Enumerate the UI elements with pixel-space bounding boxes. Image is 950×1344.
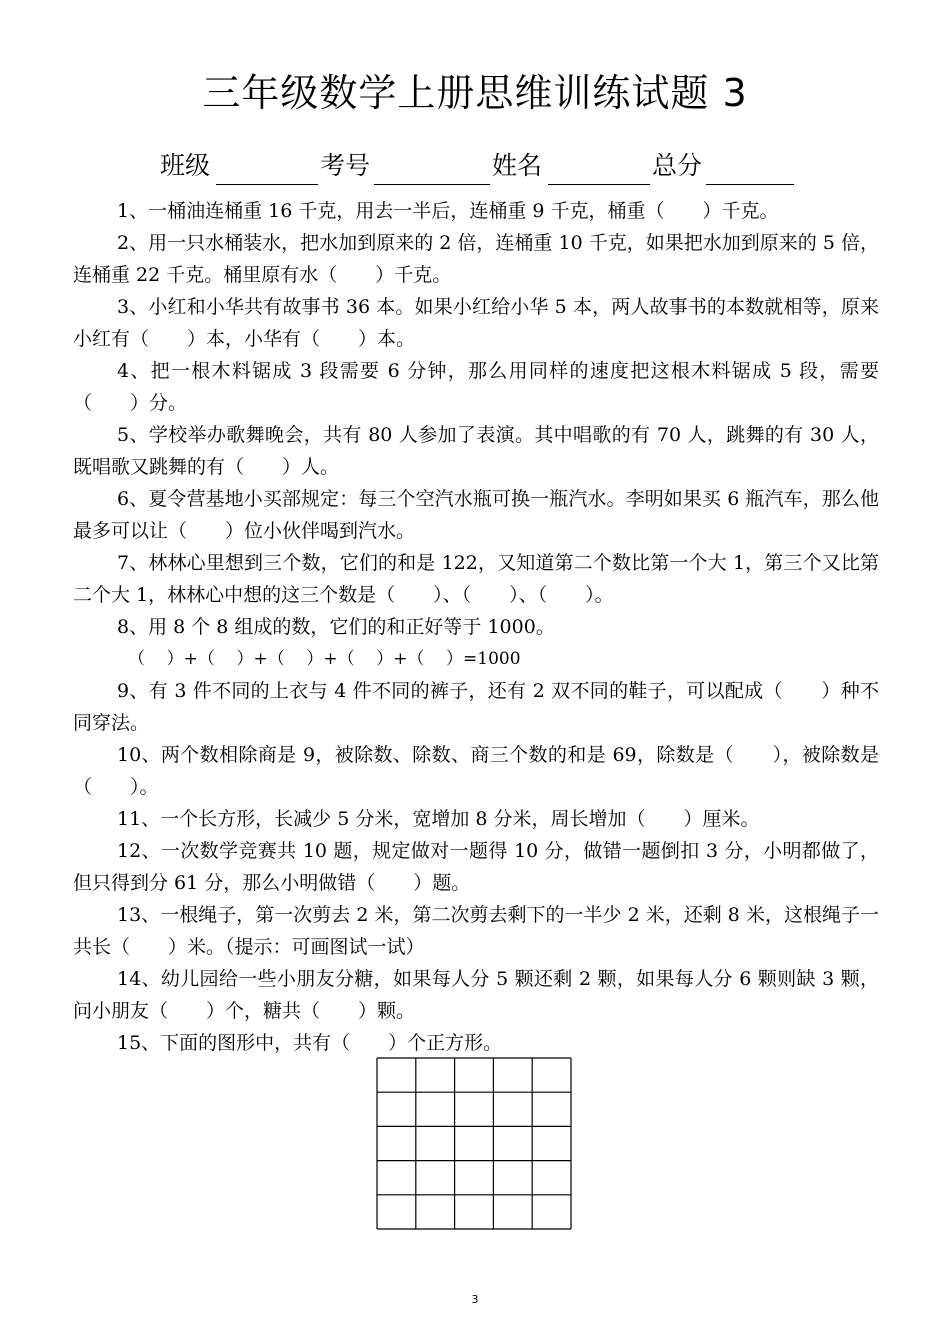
total-blank	[706, 184, 794, 185]
exam-no-label: 考号	[320, 151, 371, 180]
question-14: 14、幼儿园给一些小朋友分糖，如果每人分 5 颗还剩 2 颗，如果每人分 6 颗则缺 3 颗，问小朋友（ ）个，糖共（ ）颗。	[73, 968, 879, 1022]
question-7: 7、林林心里想到三个数，它们的和是 122，又知道第二个数比第一个大 1，第三个又比第二个大 1，林林心中想的这三个数是（ ）、（ ）、（ ）。	[73, 552, 879, 606]
question-13: 13、一根绳子，第一次剪去 2 米，第二次剪去剩下的一半少 2 米，还剩 8 米，这根绳子一共长（ ）米。（提示：可画图试一试）	[73, 904, 879, 958]
question-1: 1、一桶油连桶重 16 千克，用去一半后，连桶重 9 千克，桶重（ ）千克。	[117, 200, 779, 222]
page-title: 三年级数学上册思维训练试题 3	[202, 71, 748, 115]
question-6: 6、夏令营基地小买部规定：每三个空汽水瓶可换一瓶汽水。李明如果买 6 瓶汽车，那么他最多可以让（ ）位小伙伴喝到汽水。	[73, 488, 879, 542]
question-8-sum-blanks: （ ）+（ ）+（ ）+（ ）+（ ）=1000	[128, 649, 521, 669]
question-5: 5、学校举办歌舞晚会，共有 80 人参加了表演。其中唱歌的有 70 人，跳舞的有 30 人，既唱歌又跳舞的有（ ）人。	[73, 424, 879, 478]
class-label: 班级	[160, 151, 211, 180]
question-2: 2、用一只水桶装水，把水加到原来的 2 倍，连桶重 10 千克，如果把水加到原来的 5 倍，连桶重 22 千克。桶里原有水（ ）千克。	[73, 232, 879, 286]
total-label: 总分	[652, 151, 703, 180]
name-blank	[548, 184, 650, 185]
question-4: 4、把一根木料锯成 3 段需要 6 分钟，那么用同样的速度把这根木料锯成 5 段，需要（ ）分。	[73, 360, 879, 414]
question-12: 12、一次数学竞赛共 10 题，规定做对一题得 10 分，做错一题倒扣 3 分，小明都做了，但只得到分 61 分，那么小明做错（ ）题。	[73, 840, 879, 894]
name-label: 姓名	[492, 151, 543, 180]
exam-no-blank	[374, 184, 490, 185]
square-grid-figure	[376, 1057, 572, 1230]
page-number: 3	[471, 1293, 479, 1306]
class-blank	[216, 184, 318, 185]
question-10: 10、两个数相除商是 9，被除数、除数、商三个数的和是 69，除数是（ ），被除数是（ ）。	[73, 744, 879, 798]
question-3: 3、小红和小华共有故事书 36 本。如果小红给小华 5 本，两人故事书的本数就相等，原来小红有（ ）本，小华有（ ）本。	[73, 296, 879, 350]
question-9: 9、有 3 件不同的上衣与 4 件不同的裤子，还有 2 双不同的鞋子，可以配成（ ）种不同穿法。	[73, 680, 879, 734]
question-8: 8、用 8 个 8 组成的数，它们的和正好等于 1000。	[117, 616, 555, 638]
student-info-row	[160, 140, 860, 190]
question-15: 15、下面的图形中，共有（ ）个正方形。	[117, 1032, 503, 1054]
question-11: 11、一个长方形，长减少 5 分米，宽增加 8 分米，周长增加（ ）厘米。	[117, 808, 760, 830]
